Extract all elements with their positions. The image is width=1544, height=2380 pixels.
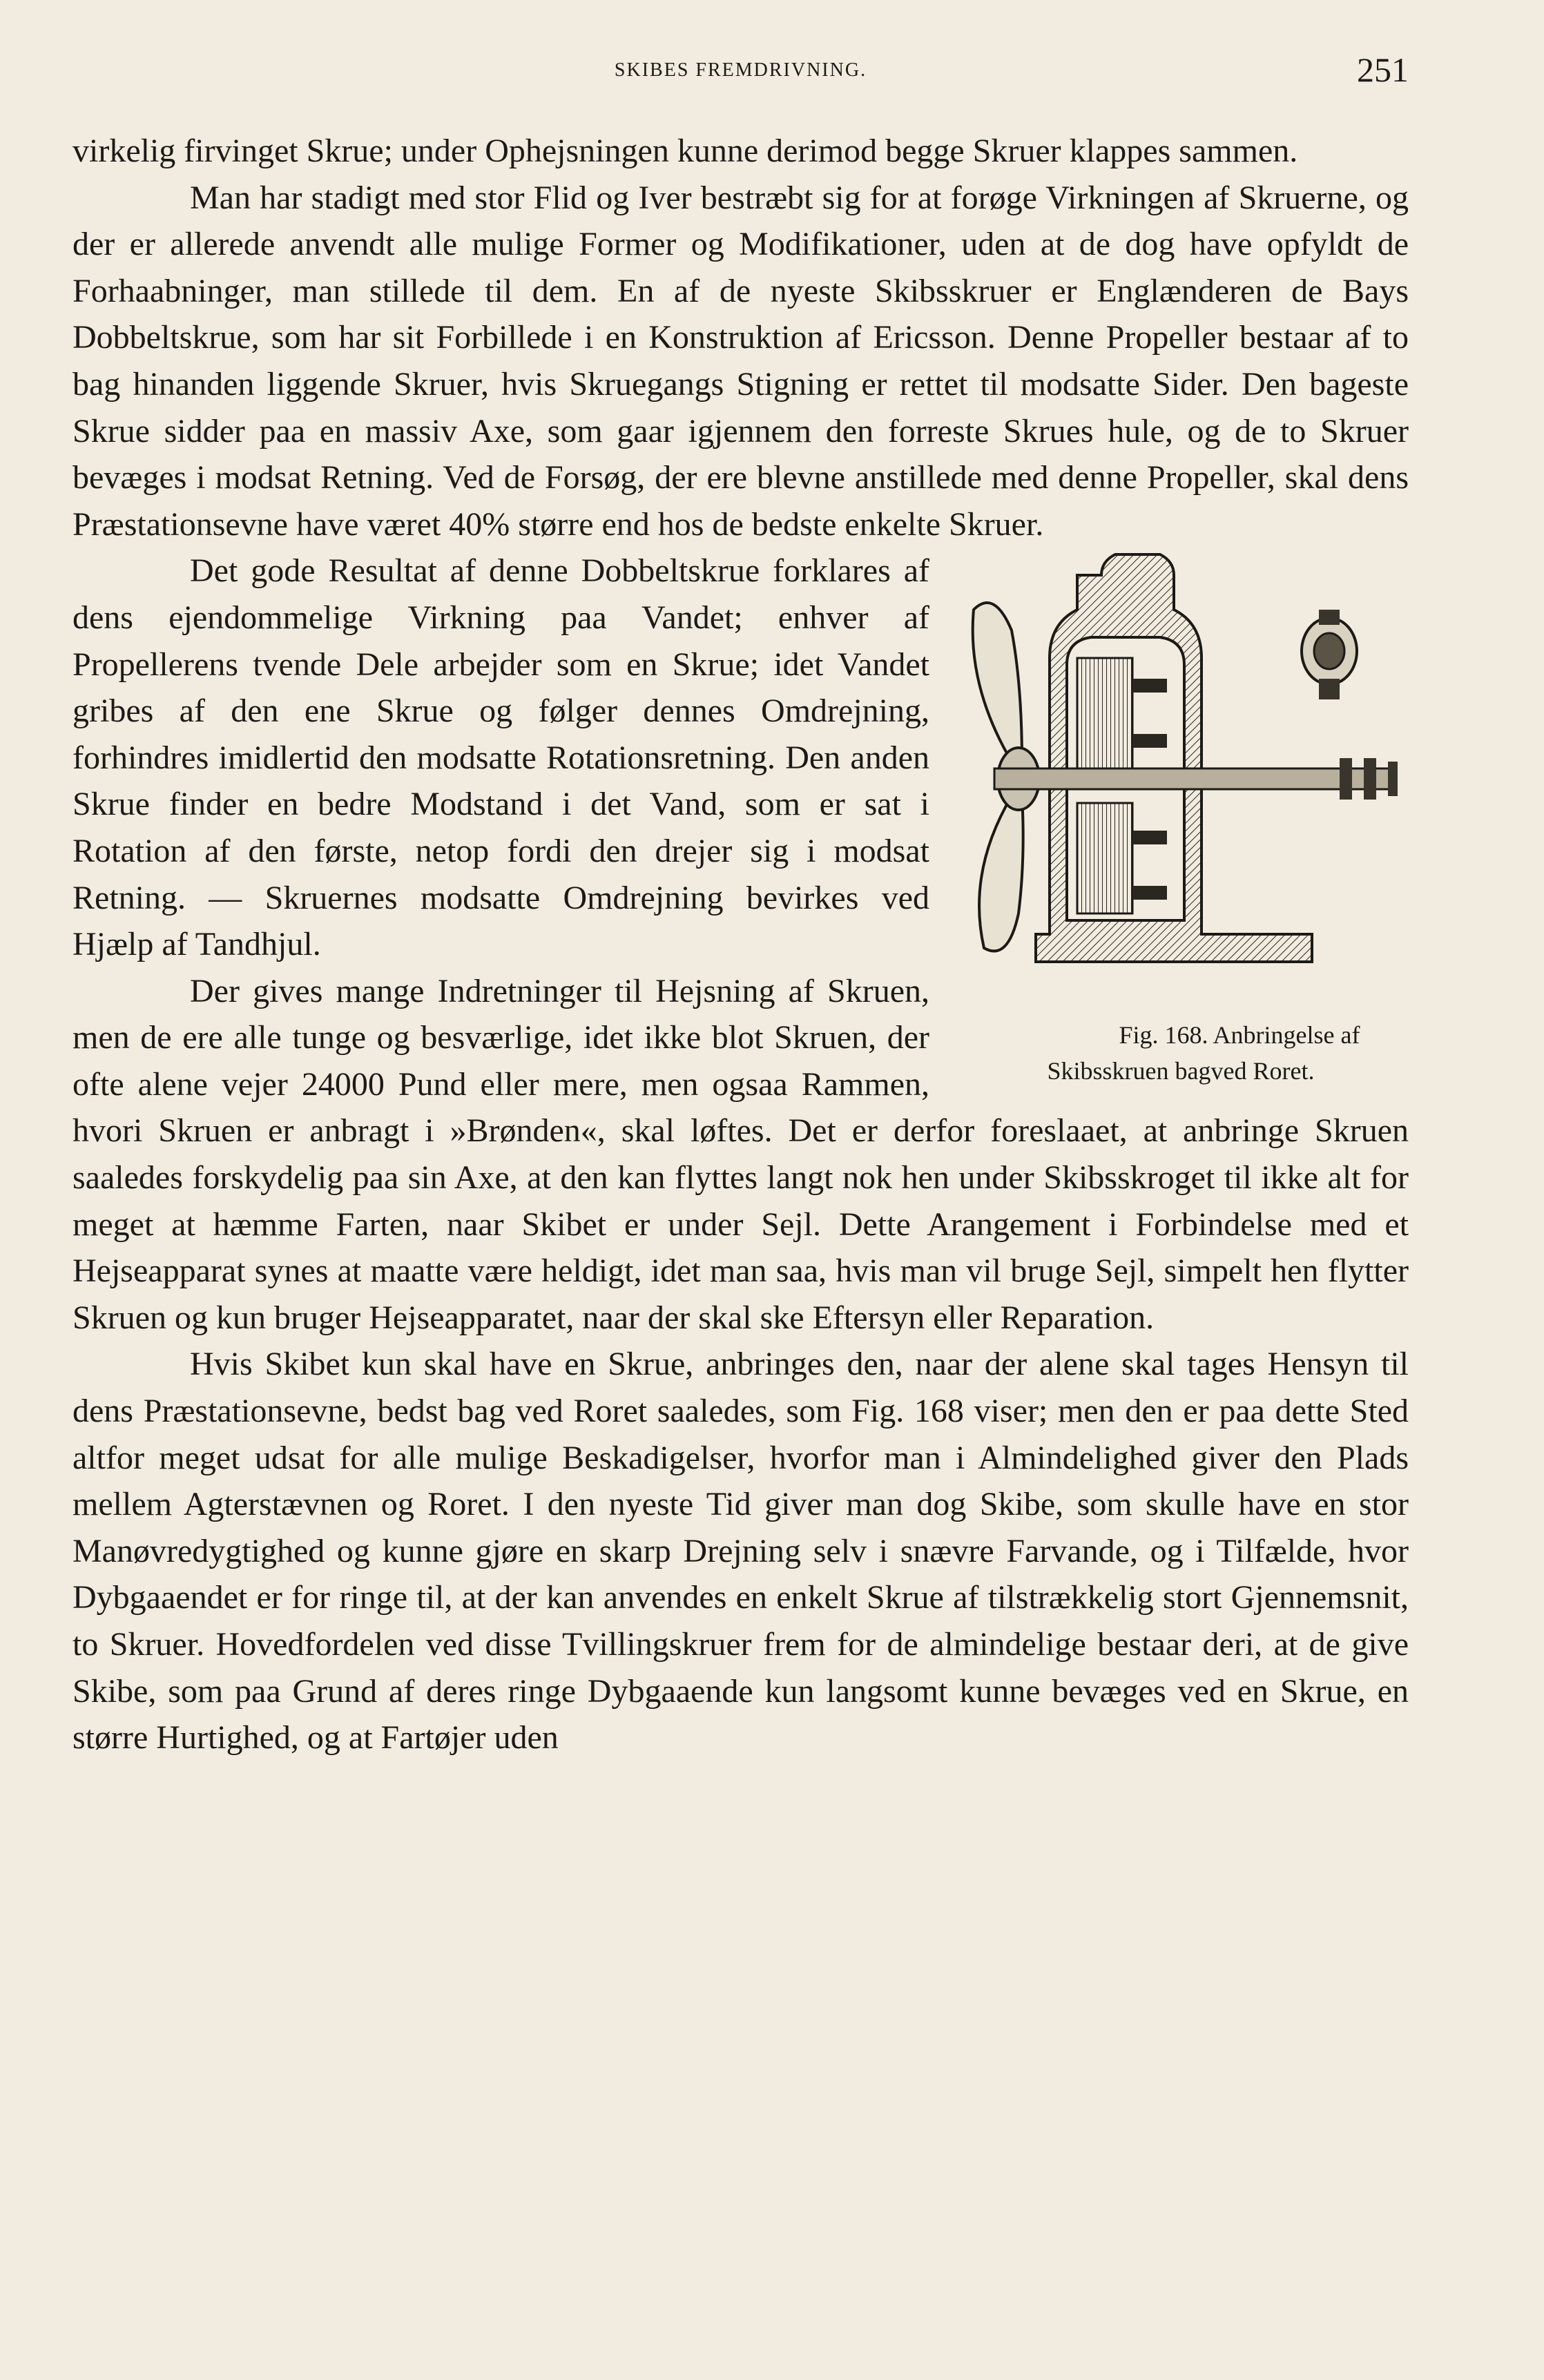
paragraph-2: Man har stadigt med stor Flid og Iver bestræbt sig for at forøge Virkningen af Skruerne, og der er allerede anvendt alle mulige Former og Modifikationer, uden at de dog have opfyldt de Forhaabninger, man stillede til dem. En af de nyeste Skibsskruer er Englænderen de Bays Dobbeltskrue, som har sit Forbillede i en Konstruktion af Ericsson. Denne Propeller bestaar af to bag hinanden liggende Skruer, hvis Skruegangs Stigning er rettet til modsatte Sider. Den bageste Skrue sidder paa en massiv Axe, som gaar igjennem den forreste Skrues hule, og de to Skruer bevæges i modsat Retning. Ved de Forsøg, der ere blevne anstillede med denne Propeller, skal dens Præstationsevne have været 40% større end hos de bedste enkelte Skruer. bbox=[73, 179, 1409, 543]
propeller-illustration bbox=[953, 548, 1409, 976]
paragraph-4: Der gives mange Indretninger til Hejsning af Skruen, men de ere alle tunge og besværlige, idet ikke blot Skruen, der ofte alene vejer 24000 Pund eller mere, men ogsaa Rammen, hvori Skruen er anbragt i »Brønden«, skal løftes. Det er derfor foreslaaet, at anbringe Skruen saaledes forskydelig paa sin Axe, at den kan flyttes langt nok hen under Skibsskroget til ikke alt for meget at hæmme Farten, naar Skibet er under Sejl. Dette Arangement i Forbindelse med et Hejseapparat synes at maatte være heldigt, idet man saa, hvis man vil bruge Sejl, simpelt hen flytter Skruen og kun bruger Hejseapparatet, naar der skal ske Eftersyn eller Reparation. bbox=[73, 972, 1409, 1336]
bearing-detail-icon bbox=[1302, 610, 1357, 699]
caption-line-2: Skibsskruen bagved Roret. bbox=[1047, 1057, 1315, 1085]
page-number: 251 bbox=[1357, 50, 1409, 89]
paragraph-5: Hvis Skibet kun skal have en Skrue, anbringes den, naar der alene skal tages Hensyn til dens Præstationsevne, bedst bag ved Roret saaledes, som Fig. 168 viser; men den er paa dette Sted altfor meget udsat for alle mulige Beskadigelser, hvorfor man i Almindelighed giver den Plads mellem Agterstævnen og Roret. I den nyeste Tid giver man dog Skibe, som skulle have en stor Manøvredygtighed og kunne gjøre en skarp Drejning selv i snævre Farvande, og i Tilfælde, hvor Dybgaaendet er for ringe til, at der kan anvendes en enkelt Skrue af tilstrækkelig stort Gjennemsnit, to Skruer. Hovedfordelen ved disse Tvillingskruer frem for de almindelige bestaar deri, at de give Skibe, som paa Grund af deres ringe Dybgaaende kun langsomt kunne bevæges ved en Skrue, en større Hurtighed, og at Fartøjer uden bbox=[73, 1346, 1409, 1757]
figure-168 bbox=[953, 548, 1409, 1100]
caption-line-1: Fig. 168. Anbringelse af bbox=[1119, 1021, 1360, 1049]
paragraph-1: virkelig firvinget Skrue; under Ophejsningen kunne derimod begge Skruer klappes sammen. bbox=[73, 133, 1298, 169]
page-header bbox=[73, 50, 1409, 98]
body-text bbox=[73, 128, 1409, 1761]
propeller-shaft bbox=[994, 768, 1395, 789]
running-title: SKIBES FREMDRIVNING. bbox=[614, 59, 867, 81]
paragraph-3 bbox=[73, 548, 1409, 1085]
figure-caption bbox=[953, 1017, 1409, 1089]
propeller-blade-upper bbox=[973, 603, 1022, 762]
propeller-blade-lower bbox=[979, 796, 1023, 951]
paragraph-3-text: Det gode Resultat af denne Dobbeltskrue forklares af dens ejendommelige Virkning paa Vandet; enhver af Propellerens tvende Dele arbejder som en Skrue; idet Vandet gribes af den ene Skrue og følger dennes Omdrejning, forhindres imidlertid den modsatte Rotationsretning. Den anden Skrue finder en bedre Modstand i det Vand, som er sat i Rotation af den første, netop fordi den drejer sig i modsat Retning. — Skruernes modsatte Omdrejning bevirkes ved Hjælp af Tandhjul. bbox=[73, 552, 929, 963]
